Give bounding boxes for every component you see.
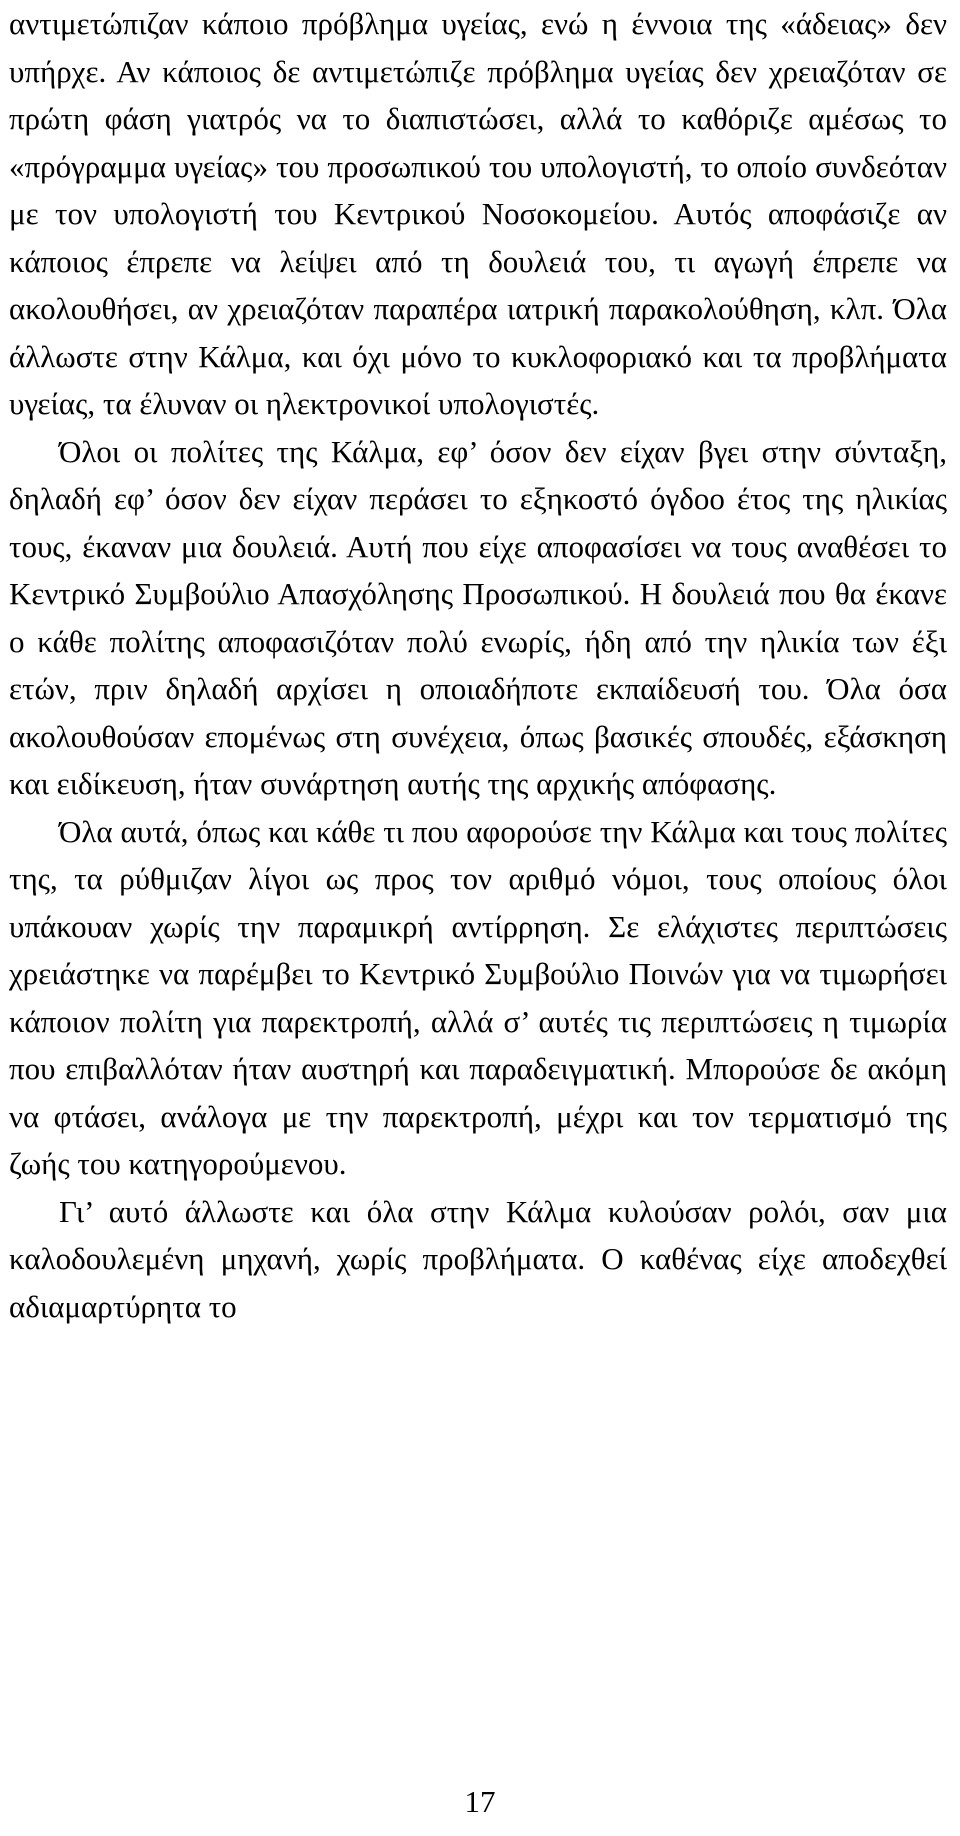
body-text	[9, 0, 947, 1330]
paragraph-employment: Όλοι οι πολίτες της Κάλμα, εφ’ όσον δεν είχαν βγει στην σύνταξη, δηλαδή εφ’ όσον δεν είχαν περάσει το εξηκοστό όγδοο έτος της ηλικίας τους, έκαναν μια δουλειά. Αυτή που είχε αποφασίσει να τους αναθέσει το Κεντρικό Συμβούλιο Απασχόλησης Προσωπικού. Η δουλειά που θα έκανε ο κάθε πολίτης αποφασιζόταν πολύ ενωρίς, ήδη από την ηλικία των έξι ετών, πριν δηλαδή αρχίσει η οποιαδήποτε εκπαίδευσή του. Όλα όσα ακολουθούσαν επομένως στη συνέχεια, όπως βασικές σπουδές, εξάσκηση και ειδίκευση, ήταν συνάρτηση αυτής της αρχικής απόφασης.	[9, 433, 947, 801]
page-number: 17	[464, 1784, 496, 1819]
paragraph-laws: Όλα αυτά, όπως και κάθε τι που αφορούσε την Κάλμα και τους πολίτες της, τα ρύθμιζαν λίγοι ως προς τον αριθμό νόμοι, τους οποίους όλοι υπάκουαν χωρίς την παραμικρή αντίρρηση. Σε ελάχιστες περιπτώσεις χρειάστηκε να παρέμβει το Κεντρικό Συμβούλιο Ποινών για να τιμωρήσει κάποιον πολίτη για παρεκτροπή, αλλά σ’ αυτές τις περιπτώσεις η τιμωρία που επιβαλλόταν ήταν αυστηρή και παραδειγματική. Μπορούσε δε ακόμη να φτάσει, ανάλογα με την παρεκτροπή, μέχρι και τον τερματισμό της ζωής του κατηγορούμενου.	[9, 813, 947, 1181]
paragraph-continuation: αντιμετώπιζαν κάποιο πρόβλημα υγείας, ενώ η έννοια της «άδειας» δεν υπήρχε. Αν κάποιος δε αντιμετώπιζε πρόβλημα υγείας δεν χρειαζόταν σε πρώτη φάση γιατρός να το διαπιστώσει, αλλά το καθόριζε αμέσως το «πρόγραμμα υγείας» του προσωπικού του υπολογιστή, το οποίο συνδεόταν με τον υπολογιστή του Κεντρικού Νοσοκομείου. Αυτός αποφάσιζε αν κάποιος έπρεπε να λείψει από τη δουλειά του, τι αγωγή έπρεπε να ακολουθήσει, αν χρειαζόταν παραπέρα ιατρική παρακολούθηση, κλπ. Όλα άλλωστε στην Κάλμα, και όχι μόνο το κυκλοφοριακό και τα προβλήματα υγείας, τα έλυναν οι ηλεκτρονικοί υπολογιστές.	[9, 6, 947, 421]
paragraph-clockwork: Γι’ αυτό άλλωστε και όλα στην Κάλμα κυλούσαν ρολόι, σαν μια καλοδουλεμένη μηχανή, χωρίς προβλήματα. Ο καθένας είχε αποδεχθεί αδιαμαρτύρητα το	[9, 1193, 947, 1324]
